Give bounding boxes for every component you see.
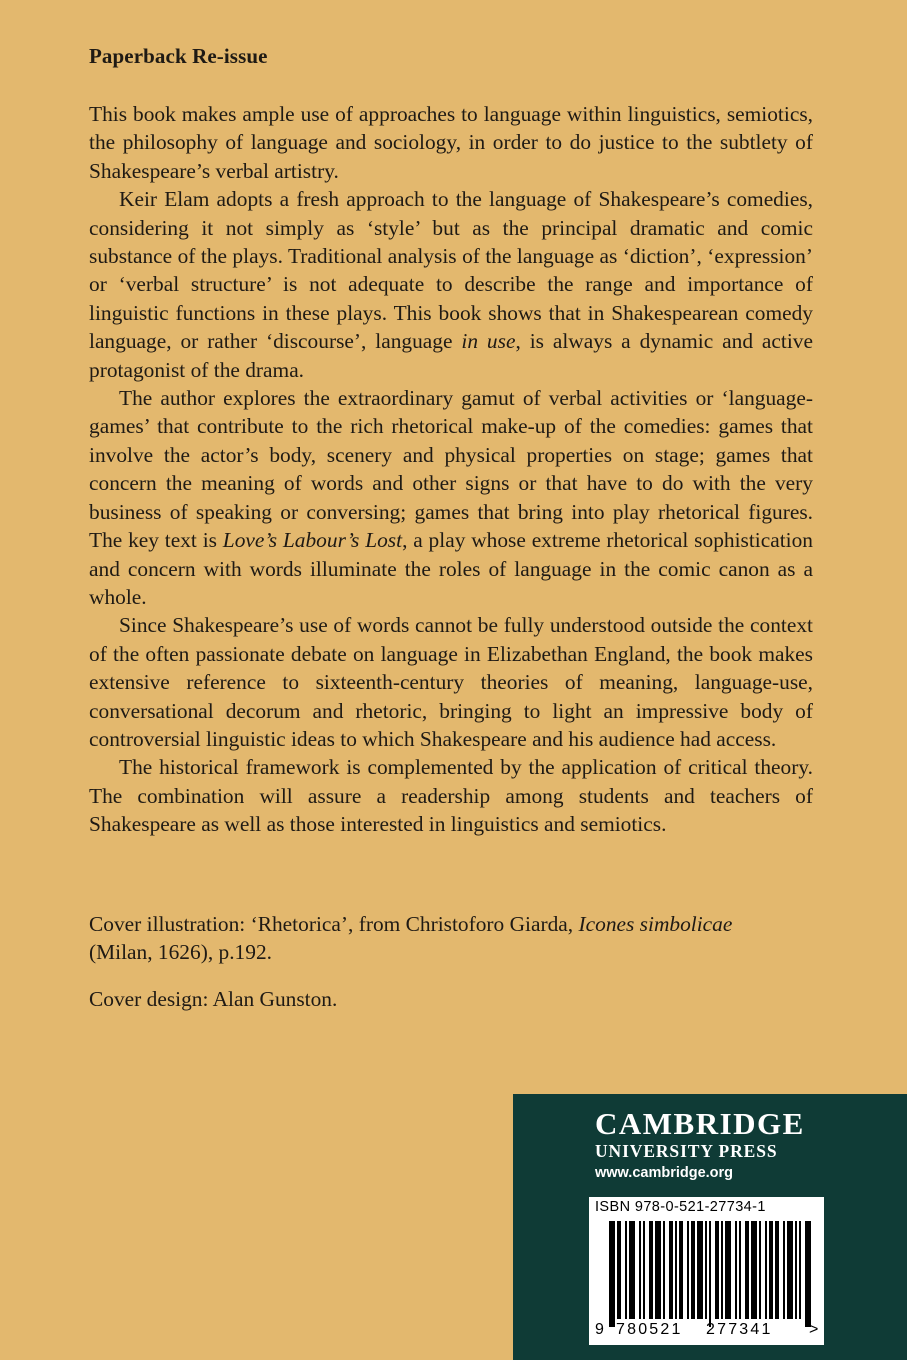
barcode-bar (715, 1221, 717, 1319)
barcode-bar (809, 1221, 811, 1327)
barcode-bar (687, 1221, 689, 1319)
barcode-bar (753, 1221, 755, 1319)
barcode-bar (745, 1221, 747, 1319)
barcode-bar (659, 1221, 661, 1319)
barcode-bar (657, 1221, 659, 1319)
italic-source-title: Icones simbolicae (578, 912, 733, 936)
barcode-bar (789, 1221, 791, 1319)
barcode-bar (725, 1221, 727, 1319)
barcode-bar (735, 1221, 737, 1319)
barcode-digit-first: 9 (595, 1321, 604, 1338)
barcode-bar (771, 1221, 773, 1319)
barcode-bar (721, 1221, 723, 1319)
barcode-bar (633, 1221, 635, 1319)
barcode-bar (717, 1221, 719, 1319)
barcode-bar (783, 1221, 785, 1319)
blurb-paragraph-2: Keir Elam adopts a fresh approach to the language of Shakespeare’s comedies, considering it not simply as ‘style’ but as the principal dramatic and comic substance of the plays. Traditional analysis of the language as ‘diction’, ‘expression’ or ‘verbal structure’ is not adequate to describe the range and importance of linguistic functions in these plays. This book shows that in Shakespearean comedy language, or rather ‘discourse’, language in use, is always a dynamic and active protagonist of the drama. (89, 187, 813, 382)
barcode-bar (791, 1221, 793, 1319)
blurb-paragraph-5: The historical framework is complemented by the application of critical theory. The combination will assure a readership among students and teachers of Shakespeare as well as those interested in linguistics and semiotics. (89, 755, 813, 837)
barcode-bar (759, 1221, 761, 1319)
barcode-bar (799, 1221, 801, 1319)
cover-credits (89, 910, 819, 1025)
barcode-bar (669, 1221, 671, 1319)
blurb-paragraph-3: The author explores the extraordinary gamut of verbal activities or ‘language-games’ that contribute to the rich rhetorical make-up of the comedies: games that involve the actor’s body, scenery and physical properties on stage; games that concern the meaning of words and other signs or that have to do with the very business of speaking or conversing; games that bring into play rhetorical figures. The key text is Love’s Labour’s Lost, a play whose extreme rhetorical sophistication and concern with words illuminate the roles of language in the comic canon as a whole. (89, 386, 814, 609)
blurb-text (89, 100, 813, 839)
barcode-bar (655, 1221, 657, 1319)
barcode-digits-right: 277341 (706, 1321, 773, 1338)
barcode-bar (769, 1221, 771, 1319)
barcode-bar (775, 1221, 777, 1319)
barcode-bar (701, 1221, 703, 1319)
barcode-arrow: > (809, 1321, 819, 1338)
barcode-bar (787, 1221, 789, 1319)
barcode-bar (681, 1221, 683, 1319)
publisher-subname: UNIVERSITY PRESS (595, 1141, 778, 1161)
barcode-bar (705, 1221, 707, 1319)
italic-phrase: in use (461, 329, 516, 354)
barcode-bar (629, 1221, 631, 1319)
barcode-bar (663, 1221, 665, 1319)
barcode-bar (795, 1221, 797, 1319)
barcode-bar (609, 1221, 611, 1327)
cover-design-credit: Cover design: Alan Gunston. (89, 986, 338, 1011)
barcode-bar (747, 1221, 749, 1319)
barcode-bar (739, 1221, 741, 1319)
barcode-bar (805, 1221, 807, 1327)
barcode-bar (671, 1221, 673, 1319)
barcode-digits-left: 780521 (616, 1321, 683, 1338)
barcode-bar (631, 1221, 633, 1319)
barcode-bar (649, 1221, 651, 1319)
publisher-box (513, 1094, 907, 1360)
barcode-bar (765, 1221, 767, 1319)
barcode-panel (589, 1197, 824, 1345)
barcode-bar (729, 1221, 731, 1319)
publisher-url: www.cambridge.org (595, 1165, 734, 1181)
barcode-bar (619, 1221, 621, 1319)
barcode-bar (691, 1221, 693, 1319)
isbn-text: ISBN 978-0-521-27734-1 (595, 1199, 766, 1215)
barcode-bar (613, 1221, 615, 1327)
barcode-bar (777, 1221, 779, 1319)
barcode-bar (697, 1221, 699, 1319)
barcode-bar (639, 1221, 641, 1319)
barcode-bar (807, 1221, 809, 1327)
barcode-bar (699, 1221, 701, 1319)
italic-title: Love’s Labour’s Lost (222, 528, 403, 553)
barcode-bar (643, 1221, 645, 1319)
barcode-bar (693, 1221, 695, 1319)
barcode-bar (679, 1221, 681, 1319)
blurb-paragraph-4: Since Shakespeare’s use of words cannot be fully understood outside the context of the often passionate debate on language in Elizabethan England, the book makes extensive reference to sixteenth-century theories of meaning, language-use, conversational decorum and rhetoric, bringing to light an impressive body of controversial linguistic ideas to which Shakespeare and his audience had access. (89, 613, 813, 751)
cover-illustration-credit: Cover illustration: ‘Rhetorica’, from Christoforo Giarda, Icones simbolicae (Milan, 1626), p.192. (89, 912, 733, 965)
barcode-bar (675, 1221, 677, 1319)
barcode-bar (617, 1221, 619, 1319)
barcode-bar (751, 1221, 753, 1319)
publisher-name: CAMBRIDGE (595, 1106, 805, 1141)
barcode-bar (755, 1221, 757, 1319)
barcode-bar (651, 1221, 653, 1319)
barcode-bar (611, 1221, 613, 1327)
barcode-bar (625, 1221, 627, 1319)
barcode-bar (709, 1221, 711, 1327)
reissue-heading: Paperback Re-issue (89, 44, 268, 68)
blurb-paragraph-1: This book makes ample use of approaches to language within linguistics, semiotics, the philosophy of language and sociology, in order to do justice to the subtlety of Shakespeare’s verbal artistry. (89, 102, 813, 183)
barcode-bar (727, 1221, 729, 1319)
